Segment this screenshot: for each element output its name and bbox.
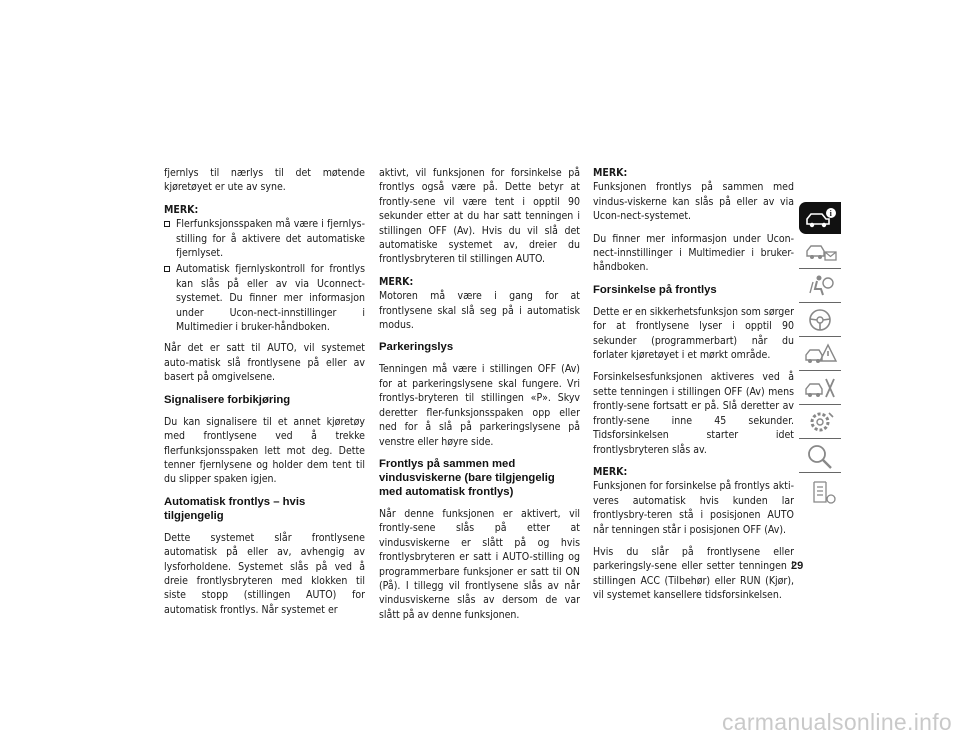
delay-paragraph: Dette er en sikkerhetsfunksjon som sørger for at frontlysene lyser i opptil 90 sekunder (programmerbart) når du forlater kjøretøyet i et mørkt område. — [593, 305, 794, 362]
chapter-tab-steering[interactable] — [799, 304, 841, 337]
chapter-tab-airbag[interactable] — [799, 270, 841, 303]
chapter-tab-multimedia[interactable] — [799, 474, 841, 506]
signal-paragraph: Du kan signalisere til et annet kjøretøy med frontlysene ved å trekke flerfunksjonsspaken lett mot deg. Dette tenner fjernlysene og holder dem tent til du slipper spaken igjen. — [164, 415, 365, 486]
delay-paragraph-2: Forsinkelsesfunksjonen aktiveres ved å sette tenningen i stillingen OFF (Av) mens frontly-sene fortsatt er på. Slå deretter av frontly-sene inne 45 sekunder. Tidsforsinkelsen starter idet frontlysbryteren slås av. — [593, 371, 794, 456]
car-tools-icon — [804, 375, 838, 401]
bullet-item: Flerfunksjonsspaken må være i fjernlys-stilling for å aktivere det automatiske fjernlyset. — [164, 217, 365, 260]
merk-label: MERK: — [593, 465, 628, 478]
chapter-tab-service[interactable] — [799, 406, 841, 439]
heading-delay: Forsinkelse på frontlys — [593, 283, 717, 296]
car-mail-icon — [804, 239, 838, 265]
checkbox-bullet-icon — [164, 221, 170, 227]
multimedia-icon — [804, 477, 838, 507]
merk2-paragraph: Funksjonen for forsinkelse på frontlys akti-veres automatisk hvis kunden lar frontlysbry-teren stå i posisjonen AUTO når tenningen står i posisjonen OFF (Av). — [593, 480, 794, 536]
merk-label: MERK: — [164, 203, 199, 216]
chapter-tab-crash[interactable] — [799, 338, 841, 371]
heading-wipers: Frontlys på sammen med vindusviskerne (bare tilgjengelig med automatisk frontlys) — [379, 457, 555, 498]
service-gear-icon — [804, 409, 838, 435]
bullet-item: Automatisk fjernlyskontroll for frontlys kan slås på eller av via Uconnect-systemet. Du finner mer informasjon under Ucon-nect-innstillinger i Multimedier i bruker-håndboken. — [164, 262, 365, 334]
merk-paragraph: Funksjonen frontlys på sammen med vindus-viskerne kan slås på eller av via Ucon-nect-systemet. — [593, 181, 794, 223]
auto-paragraph: Når det er satt til AUTO, vil systemet auto-matisk slå frontlysene på eller av basert på omgivelsene. — [164, 342, 365, 384]
airbag-icon — [804, 273, 838, 299]
heading-parking: Parkeringslys — [379, 341, 454, 354]
chapter-tab-car-info[interactable] — [799, 202, 841, 234]
crash-warning-icon — [804, 341, 838, 367]
intro-paragraph: fjernlys til nærlys til det møtende kjøretøyet er ute av syne. — [164, 167, 365, 194]
heading-signal: Signalisere forbikjøring — [164, 393, 291, 406]
heading-auto-headlights: Automatisk frontlys – hvis tilgjengelig — [164, 495, 306, 522]
last-paragraph: Hvis du slår på frontlysene eller parkeringsly-sene eller setter tenningen i stillingen ACC (Tilbehør) eller RUN (Kjør), vil systemet kansellere tidsforsinkelsen. — [593, 545, 794, 602]
chapter-tab-tools[interactable] — [799, 372, 841, 405]
merk-label: MERK: — [379, 275, 414, 288]
column-2 — [379, 166, 580, 630]
merk-paragraph: Motoren må være i gang for at frontlysene skal slå seg på i automatisk modus. — [379, 290, 580, 332]
continuation-paragraph: aktivt, vil funksjonen for forsinkelse på frontlys også være på. Dette betyr at frontly-sene vil være tent i opptil 90 sekunder etter at du har satt tenningen i stillingen OFF (Av). Hvis du vil slå det automatiske systemet av, dreier du frontlysbryteren til stillingen AUTO. — [379, 167, 580, 266]
car-info-icon — [804, 205, 838, 231]
chapter-tab-car-mail[interactable] — [799, 236, 841, 269]
auto-headlights-paragraph: Dette systemet slår frontlysene automatisk på eller av, avhengig av lysforholdene. Systemet slås på ved å dreie frontlysbryteren med klokken til siste stopp (stillingen AUTO) for automatisk frontlys. Når systemet er — [164, 531, 365, 616]
page-number: 29 — [791, 560, 804, 572]
watermark: carmanualsonline.info — [721, 709, 952, 735]
svg-text:i: i — [829, 209, 832, 219]
column-3 — [593, 166, 794, 611]
search-magnifier-icon — [804, 443, 838, 469]
bullet-list — [164, 217, 365, 334]
column-1 — [164, 166, 365, 625]
info-paragraph: Du finner mer informasjon under Ucon-nect-innstillinger i Multimedier i bruker-håndboken. — [593, 232, 794, 274]
parking-paragraph: Tenningen må være i stillingen OFF (Av) for at parkeringslysene skal fungere. Vri frontlys-bryteren til stillingen «P». Skyv deretter fler-funksjonsspaken opp eller ned for å slå på parkeringslysene på venstre eller høyre side. — [379, 363, 580, 448]
checkbox-bullet-icon — [164, 266, 170, 272]
chapter-tab-index[interactable] — [799, 440, 841, 473]
wipers-paragraph: Når denne funksjonen er aktivert, vil frontly-sene slås på etter at vindusviskerne er slått på og hvis frontlysbryteren er satt i AUTO-stilling og programmerbare funksjoner er satt til ON (På). I tillegg vil frontlysene slås av når vindusviskerne slås av dersom de var slått på av denne funksjonen. — [379, 507, 580, 621]
steering-wheel-icon — [804, 307, 838, 333]
merk-label: MERK: — [593, 167, 628, 179]
